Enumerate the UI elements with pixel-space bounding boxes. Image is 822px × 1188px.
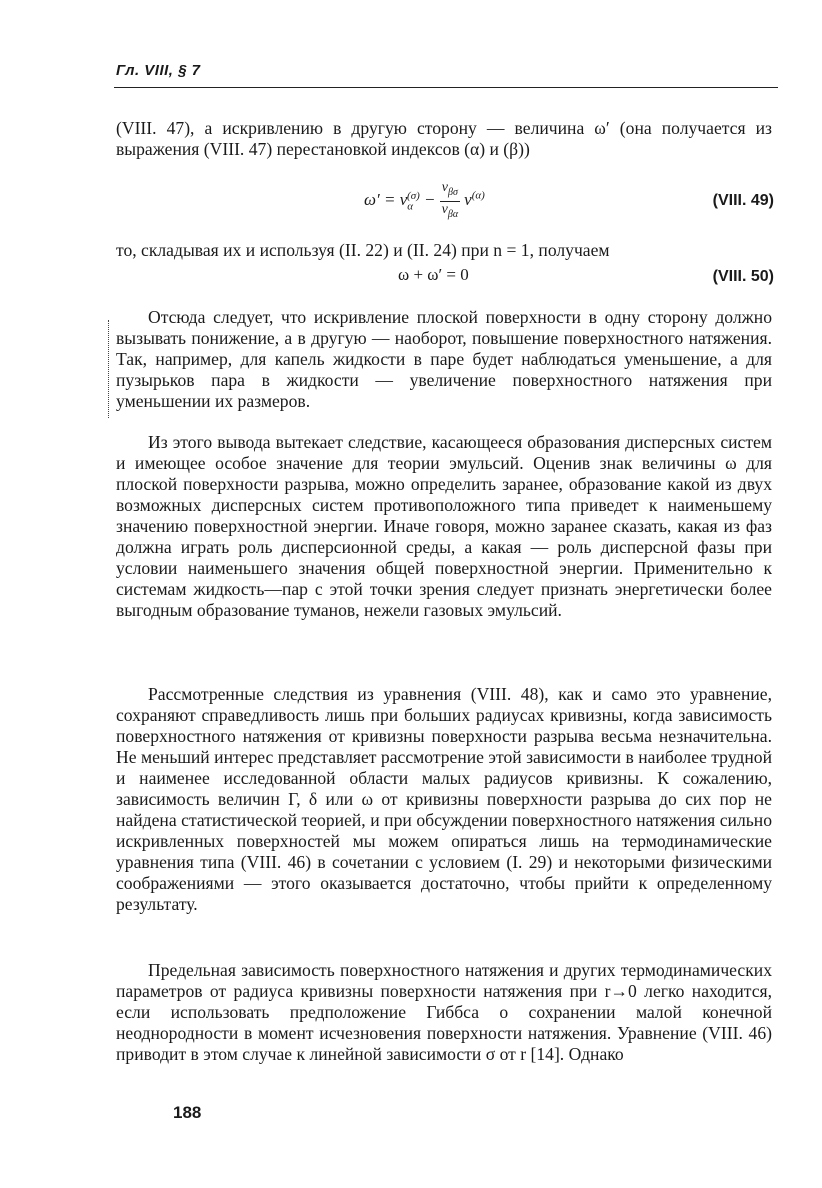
eq49-num: v — [441, 180, 448, 195]
paragraph-4: Из этого вывода вытекает следствие, касающееся образования дисперсных систем и имеющее особое значение для теории эмульсий. Оценив знак величины ω для плоской поверхности разрыва, можно определить заранее, образование какой из двух возможных дисперсных систем противоположного типа приведет к наименьшему значению поверхностной энергии. Иначе говоря, можно заранее сказать, какая из фаз должна играть роль дисперсионной среды, а какая — роль дисперсной фазы при условии наименьшего значения общей поверхностной энергии. Применительно к системам жидкость—пар с этой точки зрения следует признать энергетически более выгодным образование туманов, нежели газовых эмульсий. — [116, 432, 772, 620]
equation-viii-49 — [364, 180, 485, 223]
paragraph-1: (VIII. 47), а искривлению в другую сторону — величина ω′ (она получается из выражения (VIII. 47) перестановкой индексов (α) и (β)) — [116, 118, 772, 159]
eq49-minus: − — [419, 190, 440, 210]
header-rule — [114, 87, 778, 88]
equation-number-49: (VIII. 49) — [712, 192, 774, 209]
eq49-sub1: α — [407, 200, 414, 213]
eq49-num-sub: βσ — [448, 186, 458, 198]
eq49-fraction — [440, 180, 460, 223]
margin-mark — [108, 320, 109, 418]
paragraph-6: Предельная зависимость поверхностного натяжения и других термодинамических параметров от радиуса кривизны поверхности натяжения при r→0 легко находится, если использовать предположение Гиббса о сохранении малой конечной неоднородности в момент исчезновения поверхности натяжения. Уравнение (VIII. 46) приводит в этом случае к линейной зависимости σ от r [14]. Однако — [116, 960, 772, 1064]
equation-number-50: (VIII. 50) — [712, 268, 774, 285]
eq49-tail-sup: (α) — [471, 189, 485, 202]
paragraph-5: Рассмотренные следствия из уравнения (VIII. 48), как и само это уравнение, сохраняют справедливость лишь при больших радиусах кривизны, когда зависимость поверхностного натяжения от кривизны поверхности разрыва весьма незначительна. Не меньший интерес представляет рассмотрение этой зависимости в наиболее трудной и наименее исследованной области малых радиусов кривизны. К сожалению, зависимость величин Γ, δ или ω от кривизны поверхности разрыва до сих пор не найдена статистической теорией, и при обсуждении поверхностного натяжения сильно искривленных поверхностей мы можем опираться лишь на термодинамические уравнения типа (VIII. 46) в сочетании с условием (I. 29) и некоторыми физическими соображениями — этого оказывается достаточно, чтобы прийти к определенному результату. — [116, 684, 772, 914]
eq49-den-sub: βα — [447, 208, 459, 220]
page-number: 188 — [173, 1103, 202, 1122]
equation-viii-50: ω + ω′ = 0 — [398, 265, 469, 284]
eq49-tail: v — [459, 190, 472, 210]
eq49-den: v — [441, 201, 448, 217]
eq49-lhs: ω′ = v — [364, 190, 408, 210]
paragraph-3: Отсюда следует, что искривление плоской поверхности в одну сторону должно вызывать понижение, а в другую — наоборот, повышение поверхностного натяжения. Так, например, для капель жидкости в паре будет наблюдаться уменьшение, а для пузырьков пара в жидкости — увеличение поверхностного натяжения при уменьшении их размеров. — [116, 307, 772, 411]
eq49-sup1: (σ) — [407, 189, 420, 202]
paragraph-2: то, складывая их и используя (II. 22) и (II. 24) при n = 1, получаем — [116, 240, 610, 260]
running-header: Гл. VIII, § 7 — [116, 62, 201, 79]
